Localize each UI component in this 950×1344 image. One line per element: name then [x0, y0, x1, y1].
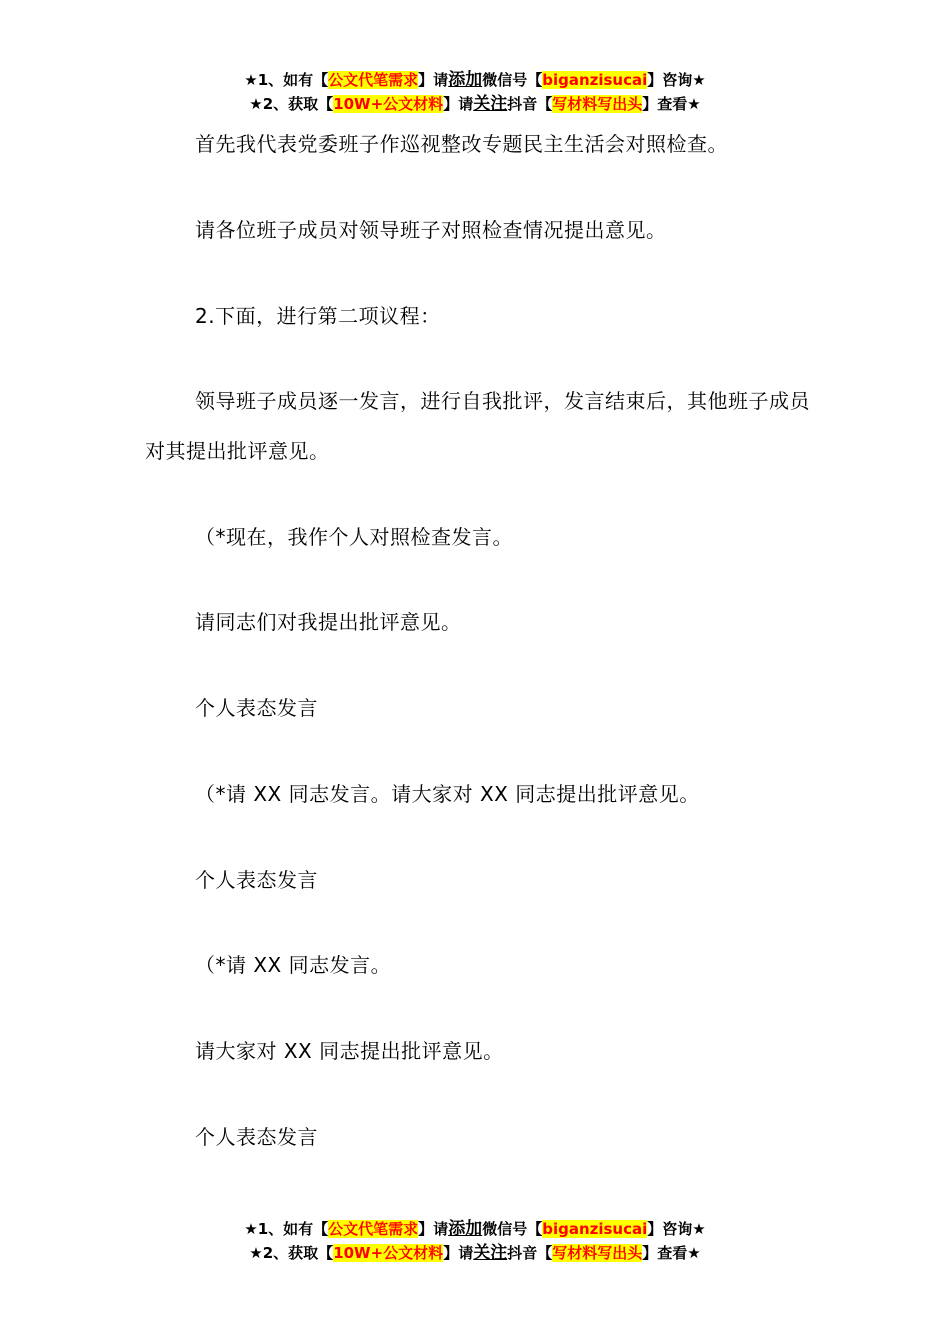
highlight-materials: 10W+公文材料 — [333, 1244, 444, 1262]
highlight-douyin: 写材料写出头 — [552, 1244, 643, 1262]
highlight-wechat-id: biganzisucai — [542, 71, 648, 89]
banner-text: ★2、获取【 — [249, 1244, 334, 1262]
banner-text: 微信号【 — [482, 1220, 543, 1238]
emphasis-add: 添加 — [448, 1219, 483, 1239]
paragraph: （*请 XX 同志发言。请大家对 XX 同志提出批评意见。 — [195, 782, 700, 806]
paragraph: 首先我代表党委班子作巡视整改专题民主生活会对照检查。 — [195, 132, 728, 156]
banner-text: ★2、获取【 — [249, 95, 334, 113]
paragraph: （*现在，我作个人对照检查发言。 — [195, 525, 513, 549]
paragraph: 2.下面，进行第二项议程： — [195, 304, 441, 328]
banner-text: 】查看★ — [642, 1244, 701, 1262]
paragraph: 个人表态发言 — [195, 696, 318, 720]
highlight-service: 公文代笔需求 — [328, 71, 419, 89]
banner-text: 】咨询★ — [647, 71, 706, 89]
banner-line-2 — [0, 92, 950, 116]
banner-text: 】请 — [443, 95, 474, 113]
banner-text: 】咨询★ — [647, 1220, 706, 1238]
banner-text: 】查看★ — [642, 95, 701, 113]
banner-text: 抖音【 — [507, 1244, 553, 1262]
emphasis-follow: 关注 — [473, 1243, 508, 1263]
highlight-service: 公文代笔需求 — [328, 1220, 419, 1238]
footer-banner — [0, 1217, 950, 1265]
paragraph: 领导班子成员逐一发言，进行自我批评，发言结束后，其他班子成员对其提出批评意见。 — [145, 389, 810, 463]
paragraph: 个人表态发言 — [195, 1125, 318, 1149]
banner-text: 】请 — [418, 71, 449, 89]
banner-text: ★1、如有【 — [244, 1220, 329, 1238]
paragraph: （*请 XX 同志发言。 — [195, 953, 392, 977]
banner-text: 微信号【 — [482, 71, 543, 89]
paragraph: 请各位班子成员对领导班子对照检查情况提出意见。 — [195, 218, 667, 242]
highlight-materials: 10W+公文材料 — [333, 95, 444, 113]
banner-text: 】请 — [418, 1220, 449, 1238]
paragraph: 请同志们对我提出批评意见。 — [195, 610, 462, 634]
emphasis-follow: 关注 — [473, 94, 508, 114]
banner-line-1 — [0, 68, 950, 92]
highlight-wechat-id: biganzisucai — [542, 1220, 648, 1238]
header-banner — [0, 68, 950, 116]
paragraph: 请大家对 XX 同志提出批评意见。 — [195, 1039, 504, 1063]
banner-text: 】请 — [443, 1244, 474, 1262]
banner-text: ★1、如有【 — [244, 71, 329, 89]
highlight-douyin: 写材料写出头 — [552, 95, 643, 113]
emphasis-add: 添加 — [448, 70, 483, 90]
banner-line-2 — [0, 1241, 950, 1265]
banner-line-1 — [0, 1217, 950, 1241]
paragraph: 个人表态发言 — [195, 868, 318, 892]
banner-text: 抖音【 — [507, 95, 553, 113]
